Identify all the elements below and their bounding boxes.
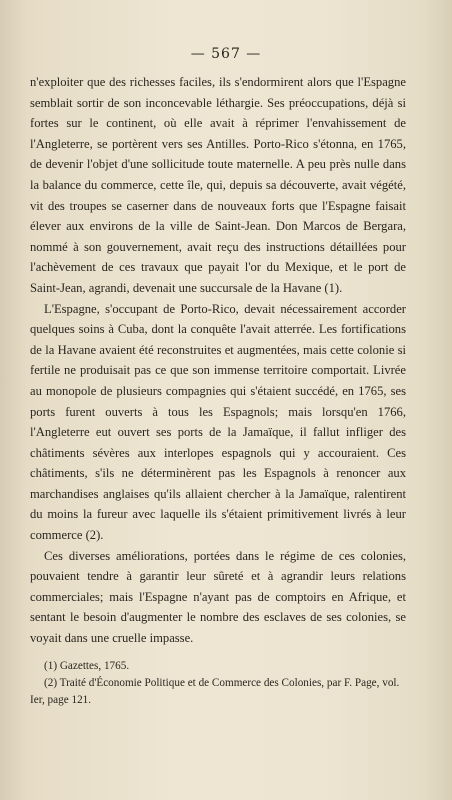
footnote-1: (1) Gazettes, 1765. bbox=[44, 660, 130, 672]
paragraph-3: Ces diverses améliorations, portées dans le régime de ces colonies, pouvaient tendre à garantir leur sûreté et à agrandir leurs relations commerciales; mais l'Espagne n'ayant pas de comptoirs en Afrique, et sentant le besoin d'augmenter le nombre des esclaves de ses colonies, se voyait dans une cruelle impasse. bbox=[30, 548, 406, 646]
paragraph-1: n'exploiter que des richesses faciles, ils s'endormirent alors que l'Espagne semblait sortir de son inconcevable léthargie. Ses préoccupations, déjà si fortes sur le continent, où elle avait à réprimer l'envahissement de l'Angleterre, se portèrent vers ses Antilles. Porto-Rico s'étonna, en 1765, de devenir l'objet d'une sollicitude toute maternelle. A peu près nulle dans la balance du commerce, cette île, qui, depuis sa découverte, avait végété, vit des troupes se caserner dans de nouveaux forts que l'Espagne faisait élever aux environs de la ville de Saint-Jean. Don Marcos de Bergara, nommé à son gouvernement, avait reçu des instructions détaillées pour l'achèvement de ces travaux que payait l'or du Mexique, et le port de Saint-Jean, agrandi, devenait une succursale de la Havane (1). bbox=[30, 75, 406, 295]
footnotes bbox=[30, 658, 406, 709]
paragraph-2: L'Espagne, s'occupant de Porto-Rico, devait nécessairement accorder quelques soins à Cuba, dont la conquête l'avait atterrée. Les fortifications de la Havane avaient été reconstruites et augmentées, mais cette colonie si fertile ne produisait pas ce que son immense territoire comportait. Livrée au monopole de plusieurs compagnies qui s'étaient succédé, en 1765, ses ports furent ouverts à tous les Espagnols; mais lorsqu'en 1766, l'Angleterre eut ouvert ses ports de la Jamaïque, il fallut infliger des châtiments sévères aux interlopes espagnols qui y accouraient. Ces châtiments, s'ils ne déterminèrent pas les Espagnols à renoncer aux marchandises anglaises qu'ils allaient chercher à la Jamaïque, ralentirent du moins la fureur avec laquelle ils s'étaient primitivement livrés à leur commerce (2). bbox=[30, 301, 406, 543]
page-number: — 567 — bbox=[190, 46, 262, 62]
footnote-2: (2) Traité d'Économie Politique et de Commerce des Colonies, par F. Page, vol. Ier, page 121. bbox=[30, 677, 400, 706]
body-text bbox=[30, 72, 406, 649]
